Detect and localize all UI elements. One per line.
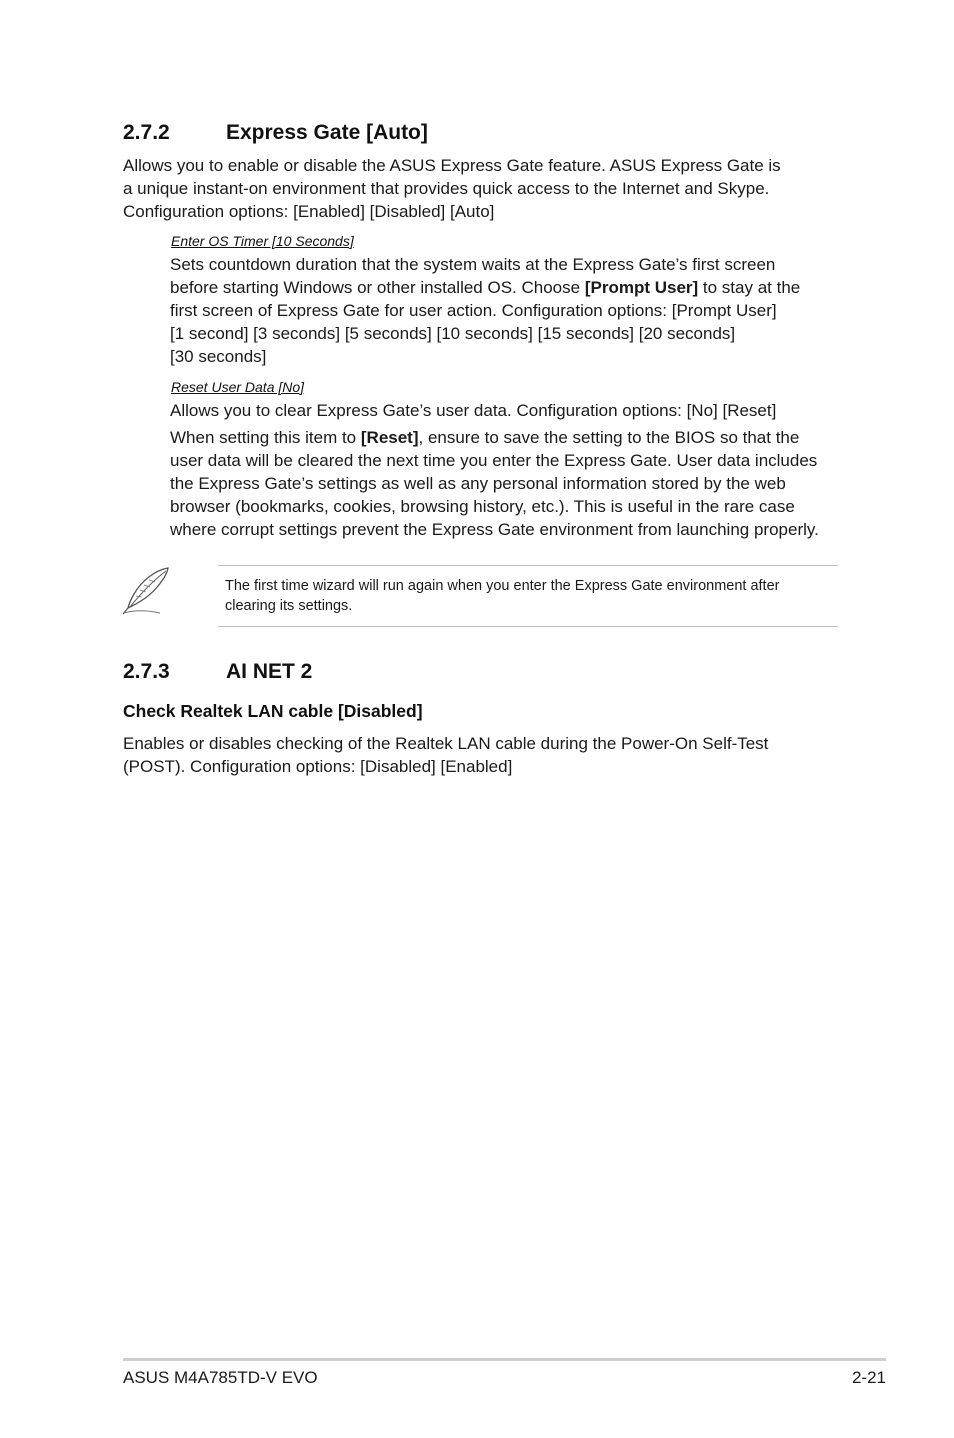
footer-model: ASUS M4A785TD-V EVO <box>123 1368 318 1387</box>
footer-divider <box>123 1358 886 1361</box>
feather-quill-icon <box>120 566 172 616</box>
enter-os-timer-title: Enter OS Timer [10 Seconds] <box>171 233 354 249</box>
text-line: browser (bookmarks, cookies, browsing history, etc.). This is useful in the rare case <box>170 497 795 516</box>
text-line: Configuration options: [Enabled] [Disabled] [Auto] <box>123 202 495 221</box>
prompt-user-option: [Prompt User] <box>584 278 699 297</box>
text-fragment: before starting Windows or other installed OS. Choose <box>170 278 585 297</box>
reset-user-data-desc: Allows you to clear Express Gate’s user data. Configuration options: [No] [Reset] <box>170 401 777 420</box>
text-line: Sets countdown duration that the system waits at the Express Gate’s first screen <box>170 255 776 274</box>
text-line: [1 second] [3 seconds] [5 seconds] [10 seconds] [15 seconds] [20 seconds] <box>170 324 736 343</box>
section-title: Express Gate [Auto] <box>226 121 428 144</box>
text-line: first screen of Express Gate for user action. Configuration options: [Prompt User] <box>170 301 777 320</box>
text-fragment: When setting this item to <box>170 428 361 447</box>
text-line: a unique instant-on environment that provides quick access to the Internet and Skype. <box>123 179 770 198</box>
section-heading-ai-net-2 <box>123 660 312 684</box>
check-realtek-lan-desc <box>123 732 768 778</box>
text-line: the Express Gate’s settings as well as any personal information stored by the web <box>170 474 786 493</box>
reset-user-data-title: Reset User Data [No] <box>171 379 305 395</box>
section-heading-express-gate <box>123 121 428 145</box>
reset-user-data-detail <box>170 426 819 541</box>
text-line <box>170 426 819 449</box>
text-fragment: to stay at the <box>698 278 801 297</box>
text-line: [30 seconds] <box>170 347 267 366</box>
section-title: AI NET 2 <box>226 660 313 683</box>
footer-page-number: 2-21 <box>851 1368 886 1387</box>
express-gate-intro <box>123 154 781 223</box>
text-line: clearing its settings. <box>225 598 353 614</box>
section-number: 2.7.2 <box>123 121 170 144</box>
text-fragment: , ensure to save the setting to the BIOS so that the <box>418 428 800 447</box>
text-line <box>170 276 800 299</box>
text-line: Allows you to enable or disable the ASUS Express Gate feature. ASUS Express Gate is <box>123 156 781 175</box>
reset-option: [Reset] <box>360 428 419 447</box>
text-line: where corrupt settings prevent the Express Gate environment from launching properly. <box>170 520 819 539</box>
text-line: (POST). Configuration options: [Disabled] [Enabled] <box>123 757 513 776</box>
section-number: 2.7.3 <box>123 660 170 683</box>
enter-os-timer-desc <box>170 253 800 368</box>
text-line: The first time wizard will run again when you enter the Express Gate environment after <box>225 578 780 594</box>
note-box <box>218 565 838 627</box>
note-text <box>225 576 825 616</box>
text-line: user data will be cleared the next time you enter the Express Gate. User data includes <box>170 451 818 470</box>
check-realtek-lan-heading: Check Realtek LAN cable [Disabled] <box>123 701 423 721</box>
text-line: Enables or disables checking of the Realtek LAN cable during the Power-On Self-Test <box>123 734 769 753</box>
